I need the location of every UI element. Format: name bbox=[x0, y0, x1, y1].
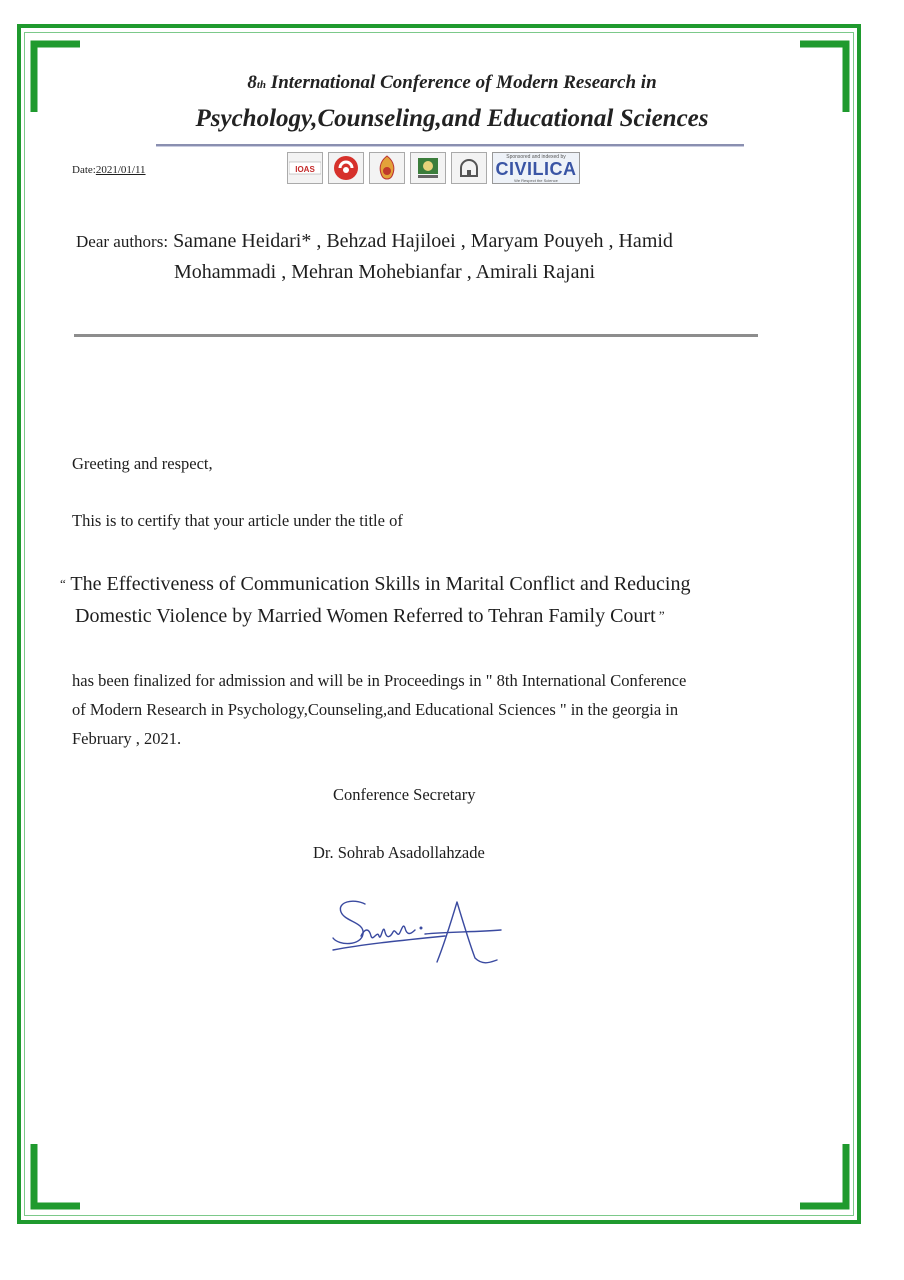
authors-divider bbox=[74, 334, 758, 337]
admission-paragraph: has been finalized for admission and will be in Proceedings in " 8th International Conference of Modern Research in Psychology,Counseling,and Educational Sciences " in the georgia in February , 2021. bbox=[72, 671, 687, 748]
authors-line2: Mohammadi , Mehran Mohebianfar , Amirali Rajani bbox=[174, 261, 596, 283]
conference-title-line1: 8th International Conference of Modern Research in bbox=[247, 72, 657, 93]
signatory-role: Conference Secretary bbox=[333, 785, 476, 804]
header-divider bbox=[156, 144, 744, 147]
authors bbox=[76, 226, 776, 287]
date-value: 2021/01/11 bbox=[95, 164, 146, 176]
dome-emblem-logo-icon bbox=[451, 152, 487, 184]
certify-text: This is to certify that your article under the title of bbox=[72, 511, 403, 530]
greeting: Greeting and respect, bbox=[72, 454, 213, 473]
flame-emblem-logo-icon bbox=[369, 152, 405, 184]
conference-title-line2: Psychology,Counseling,and Educational Sciences bbox=[195, 105, 709, 132]
sponsor-logos bbox=[287, 152, 580, 184]
authors-label: Dear authors: bbox=[76, 232, 169, 251]
civilica-logo: Sponsored and indexed by CIVILICA We Respect the Science bbox=[492, 152, 580, 184]
corner-ornament-bottom-left-icon bbox=[24, 1140, 84, 1220]
signatory-name: Dr. Sohrab Asadollahzade bbox=[313, 843, 485, 862]
red-swirl-logo-icon bbox=[328, 152, 364, 184]
ioas-logo-icon bbox=[287, 152, 323, 184]
handwritten-signature-icon bbox=[325, 892, 505, 972]
authors-line1: Samane Heidari* , Behzad Hajiloei , Maryam Pouyeh , Hamid bbox=[168, 230, 673, 252]
date bbox=[72, 164, 146, 176]
svg-text:IOAS: IOAS bbox=[295, 165, 315, 174]
article-title: “ The Effectiveness of Communication Skills in Marital Conflict and Reducing Domestic Violence by Married Women Referred to Tehran Family Court ” bbox=[60, 573, 691, 627]
green-emblem-logo-icon bbox=[410, 152, 446, 184]
corner-ornament-bottom-right-icon bbox=[796, 1140, 856, 1220]
date-label: Date: bbox=[72, 164, 96, 176]
